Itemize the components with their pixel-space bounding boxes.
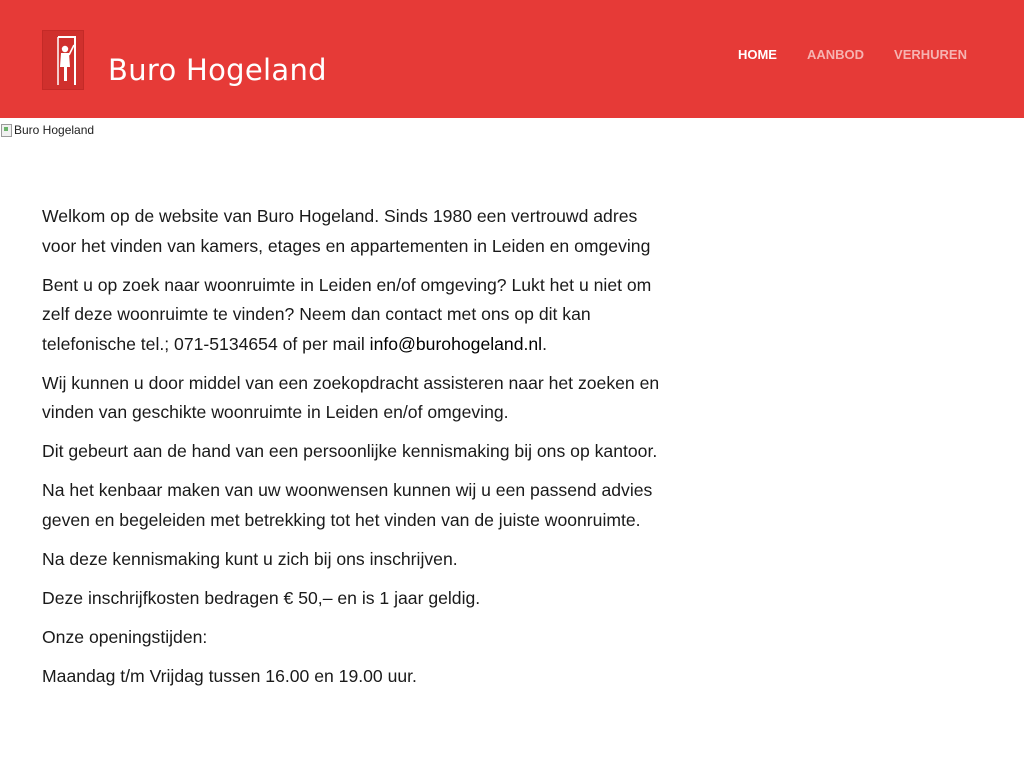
fee-paragraph: Deze inschrijfkosten bedragen € 50,– en is 1 jaar geldig. xyxy=(42,587,481,608)
hours-heading: Onze openingstijden: xyxy=(42,626,208,647)
nav-item-home[interactable]: HOME xyxy=(737,47,777,62)
nav-item-verhuren[interactable]: VERHUREN xyxy=(894,47,967,62)
intro-paragraph: Welkom op de website van Buro Hogeland. Sinds 1980 een vertrouwd adres voor het vinden van kamers, etages en appartementen in Leiden en omgeving xyxy=(42,206,651,256)
door-person-logo-icon[interactable] xyxy=(42,30,84,90)
broken-image-icon xyxy=(0,123,12,137)
assist-paragraph: Wij kunnen u door middel van een zoekopdracht assisteren naar het zoeken en vinden van geschikte woonruimte in Leiden en/of omgeving. xyxy=(42,372,660,422)
contact-paragraph xyxy=(42,271,662,360)
site-title[interactable]: Buro Hogeland xyxy=(108,53,327,87)
hero-image-alt: Buro Hogeland xyxy=(14,123,95,137)
meeting-paragraph: Dit gebeurt aan de hand van een persoonlijke kennismaking bij ons op kantoor. xyxy=(42,441,658,461)
contact-suffix: . xyxy=(542,333,547,354)
email-link[interactable]: info@burohogeland.nl xyxy=(369,333,543,354)
advice-paragraph: Na het kenbaar maken van uw woonwensen kunnen wij u een passend advies geven en begeleiden met betrekking tot het vinden van de juiste woonruimte. xyxy=(42,480,653,530)
nav-item-aanbod[interactable]: AANBOD xyxy=(806,47,865,62)
main-nav xyxy=(738,47,967,63)
contact-text: Bent u op zoek naar woonruimte in Leiden en/of omgeving? Lukt het u niet om zelf deze woonruimte te vinden? Neem dan contact met ons op dit kan telefonische tel.; 071-5134654 of per mail xyxy=(42,274,652,354)
site-header xyxy=(0,0,1024,118)
main-content xyxy=(42,202,662,701)
register-paragraph: Na deze kennismaking kunt u zich bij ons inschrijven. xyxy=(42,548,458,569)
hours-paragraph: Maandag t/m Vrijdag tussen 16.00 en 19.00 uur. xyxy=(42,665,417,686)
hero-image xyxy=(0,122,94,138)
